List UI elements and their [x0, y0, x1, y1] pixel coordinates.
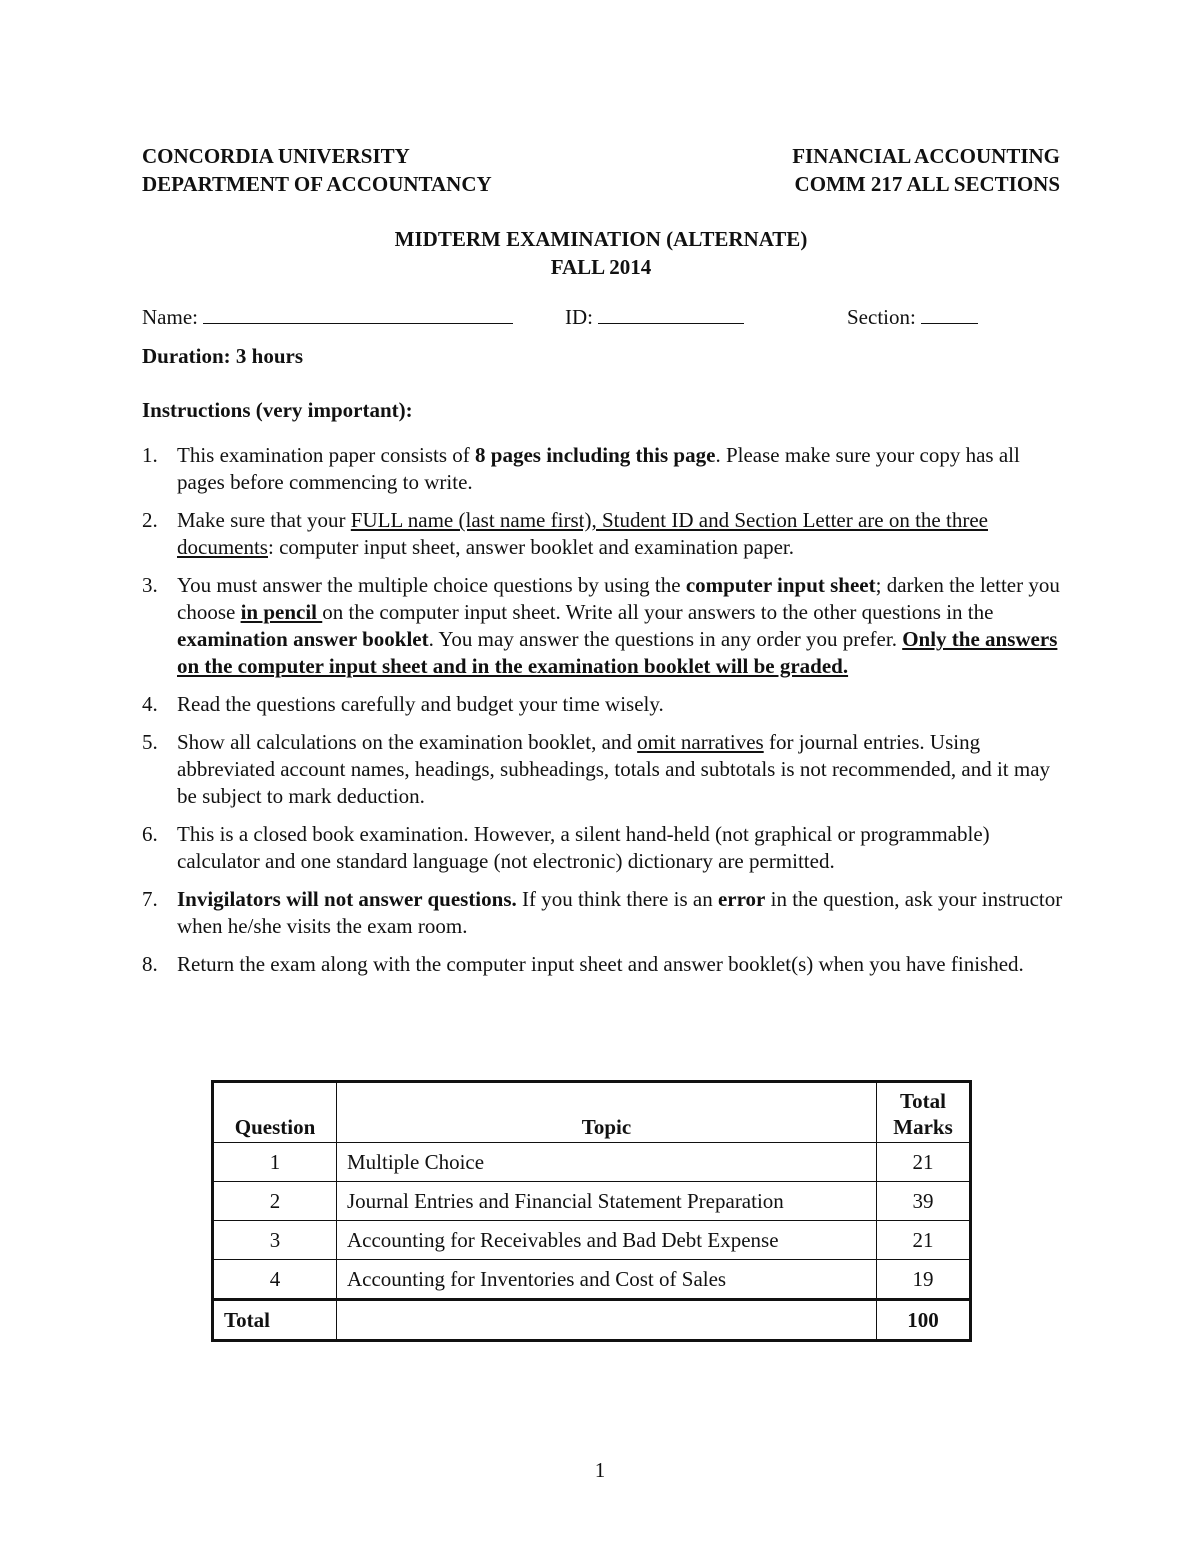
topic-cell: Accounting for Receivables and Bad Debt Expense	[337, 1221, 877, 1260]
marks-header	[877, 1082, 971, 1143]
instruction-text: Make sure that your	[177, 508, 351, 532]
instruction-emphasis: Only the answers on the computer input sheet and in the examination booklet will be graded.	[177, 627, 1058, 678]
item-number: 5.	[142, 730, 158, 754]
id-field	[565, 303, 744, 331]
table-row	[213, 1260, 971, 1300]
marks-header-line2: Marks	[893, 1115, 953, 1139]
instruction-emphasis: Invigilators will not answer questions.	[177, 887, 517, 911]
instructions-list	[142, 442, 1072, 989]
header-right	[792, 142, 1060, 198]
instruction-item	[142, 572, 1072, 680]
page-number: 1	[594, 1458, 606, 1482]
item-number: 8.	[142, 952, 158, 976]
marks-table	[211, 1080, 972, 1342]
id-blank	[598, 303, 744, 324]
section-field	[847, 303, 978, 331]
question-header: Question	[213, 1082, 337, 1143]
instruction-text: Show all calculations on the examination booklet, and	[177, 730, 638, 754]
total-row	[213, 1300, 971, 1341]
instruction-item	[142, 821, 1072, 875]
course-name: FINANCIAL ACCOUNTING	[792, 144, 1060, 168]
instruction-text: in the question, ask your instructor when he/she visits the exam room.	[177, 887, 1063, 938]
item-number: 6.	[142, 822, 158, 846]
section-blank	[921, 303, 978, 324]
table-header-row	[213, 1082, 971, 1143]
exam-term: FALL 2014	[550, 255, 652, 279]
instruction-item	[142, 729, 1072, 810]
question-cell: 4	[213, 1260, 337, 1300]
instruction-text: You must answer the multiple choice questions by using the	[177, 573, 686, 597]
exam-title-block	[142, 225, 1060, 281]
topic-cell: Journal Entries and Financial Statement Preparation	[337, 1182, 877, 1221]
instruction-text: : computer input sheet, answer booklet and examination paper.	[267, 535, 794, 559]
instruction-emphasis: examination answer booklet	[177, 627, 429, 651]
exam-title: MIDTERM EXAMINATION (ALTERNATE)	[394, 227, 808, 251]
question-cell: 3	[213, 1221, 337, 1260]
instruction-item	[142, 507, 1072, 561]
course-code: COMM 217 ALL SECTIONS	[794, 172, 1060, 196]
marks-header-line1: Total	[900, 1089, 946, 1113]
duration: Duration: 3 hours	[142, 344, 304, 368]
marks-cell: 21	[877, 1221, 971, 1260]
instruction-text: ; darken the letter you choose	[177, 573, 1060, 624]
item-number: 2.	[142, 508, 158, 532]
instruction-text: on the computer input sheet. Write all your answers to the other questions in the	[322, 600, 994, 624]
instruction-text: Return the exam along with the computer input sheet and answer booklet(s) when you have finished.	[177, 952, 1024, 976]
instruction-underline: omit narratives	[637, 730, 764, 754]
instruction-item	[142, 951, 1072, 978]
question-cell: 1	[213, 1143, 337, 1182]
item-number: 7.	[142, 887, 158, 911]
instruction-underline: FULL name (last name first), Student ID and Section Letter are on the three documents	[177, 508, 988, 559]
total-label: Total	[213, 1300, 337, 1341]
question-cell: 2	[213, 1182, 337, 1221]
instruction-emphasis: error	[717, 887, 766, 911]
item-number: 1.	[142, 443, 158, 467]
topic-cell: Multiple Choice	[337, 1143, 877, 1182]
header-left	[142, 142, 492, 198]
section-label: Section:	[847, 305, 916, 329]
department-name: DEPARTMENT OF ACCOUNTANCY	[142, 172, 492, 196]
table-row	[213, 1143, 971, 1182]
instruction-text: If you think there is an	[516, 887, 718, 911]
instruction-text: . You may answer the questions in any order you prefer.	[428, 627, 903, 651]
instruction-text: for journal entries. Using abbreviated account names, headings, subheadings, totals and subtotals is not recommended, and it may be subject to mark deduction.	[177, 730, 1051, 808]
instruction-item	[142, 886, 1072, 940]
marks-cell: 39	[877, 1182, 971, 1221]
table-row	[213, 1221, 971, 1260]
instruction-emphasis: computer input sheet	[685, 573, 876, 597]
instruction-text: This is a closed book examination. However, a silent hand-held (not graphical or programmable) calculator and one standard language (not electronic) dictionary are permitted.	[177, 822, 990, 873]
name-blank	[203, 303, 513, 324]
instruction-text: Read the questions carefully and budget your time wisely.	[177, 692, 664, 716]
name-label: Name:	[142, 305, 198, 329]
name-field	[142, 303, 513, 331]
total-marks: 100	[877, 1300, 971, 1341]
id-label: ID:	[565, 305, 593, 329]
table-row	[213, 1182, 971, 1221]
item-number: 3.	[142, 573, 158, 597]
university-name: CONCORDIA UNIVERSITY	[142, 144, 410, 168]
marks-cell: 21	[877, 1143, 971, 1182]
instructions-title: Instructions (very important):	[142, 398, 413, 422]
instruction-emphasis: 8 pages including this page	[475, 443, 716, 467]
instruction-text: . Please make sure your copy has all pages before commencing to write.	[177, 443, 1020, 494]
marks-cell: 19	[877, 1260, 971, 1300]
total-topic-cell	[337, 1300, 877, 1341]
topic-header: Topic	[337, 1082, 877, 1143]
item-number: 4.	[142, 692, 158, 716]
topic-cell: Accounting for Inventories and Cost of Sales	[337, 1260, 877, 1300]
instruction-text: This examination paper consists of	[177, 443, 476, 467]
instruction-emphasis: in pencil	[240, 600, 323, 624]
instruction-item	[142, 442, 1072, 496]
instruction-item	[142, 691, 1072, 718]
